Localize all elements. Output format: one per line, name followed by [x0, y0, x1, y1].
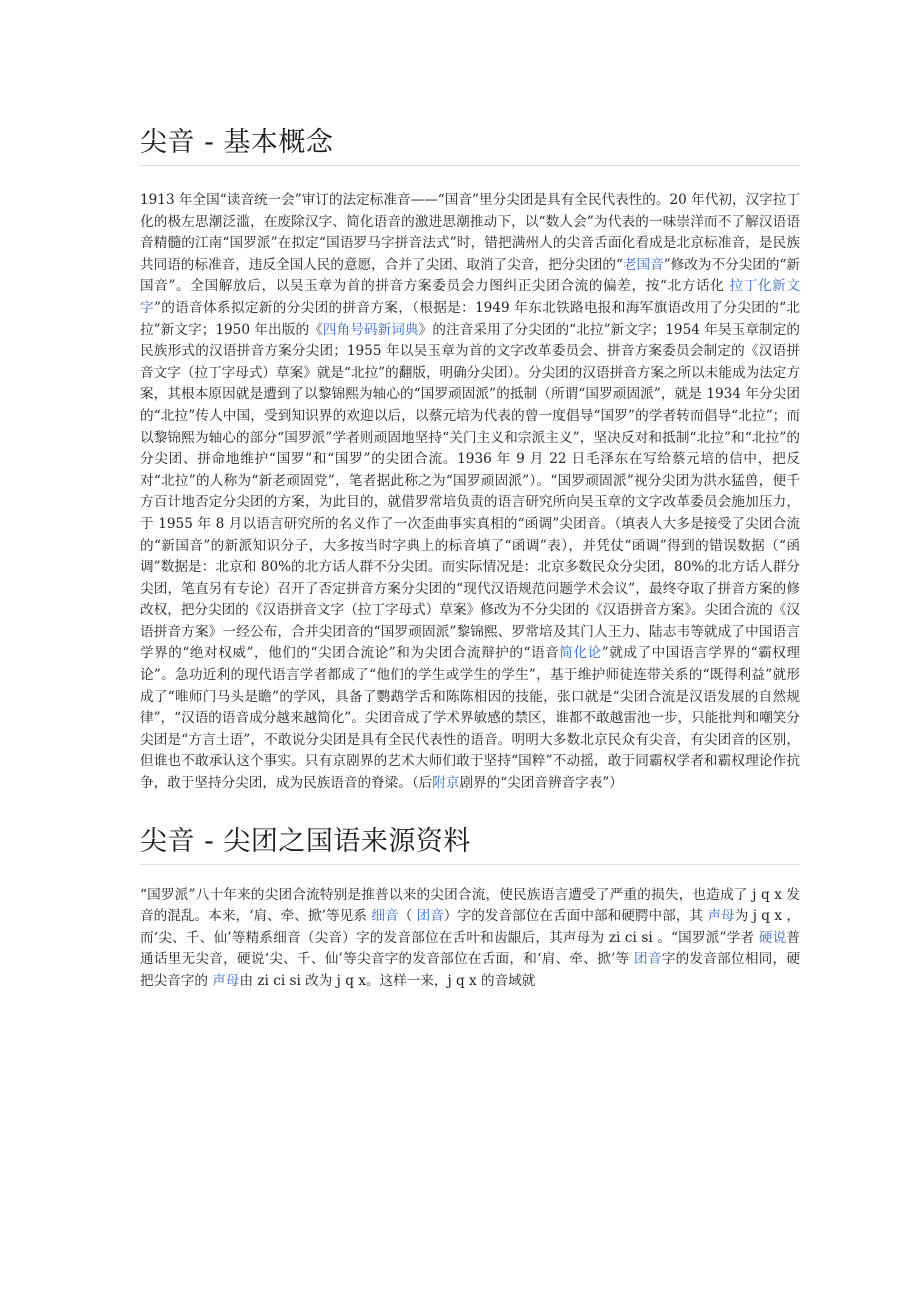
paragraph-text: 字的发音部位相同，硬把尖音字的 [140, 951, 801, 989]
inline-link[interactable]: 细音 [371, 908, 399, 925]
inline-link[interactable]: 硬说 [758, 929, 787, 946]
paragraph-text: （ [398, 908, 417, 925]
document-page [140, 0, 800, 993]
paragraph-text: 剧界的“尖团音辨音字表”） [459, 775, 623, 792]
inline-link[interactable]: 声母 [707, 908, 735, 925]
paragraph-text: 》的注音采用了分尖团的“北拉”新文字；1954 年吴玉章制定的民族形式的汉语拼音方案分尖团；1955 年以吴玉章为首的文字改革委员会、拼音方案委员会制定的《汉语拼音文字（拉丁字母式）草案》就是“北拉”的翻版，明确分尖团）。分尖团的汉语拼音方案之所以未能成为法定方案，其根本原因就是遭到了以黎锦熙为轴心的“国罗顽固派”的抵制（所谓“国罗顽固派”，就是 1934 年分尖团的“北拉”传人中国，受到知识界的欢迎以后，以蔡元培为代表的曾一度倡导“国罗”的学者转而倡导“北拉”；而以黎锦熙为轴心的部分“国罗派”学者则顽固地坚持“关门主义和宗派主义”，坚决反对和抵制“北拉”和“北拉”的分尖团、拼命地维护“国罗”和“国罗”的尖团合流。1936 年 9 月 22 日毛泽东在写给蔡元培的信中，把反对“北拉”的人称为“新老顽固党”，笔者据此称之为“国罗顽固派”）。“国罗顽固派”视分尖团为洪水猛兽，便千方百计地否定分尖团的方案，为此目的，就借罗常培负责的语言研究所向吴玉章的文字改革委员会施加压力，于 1955 年 8 月以语言研究所的名义作了一次歪曲事实真相的“函调”尖团音。（填表人大多是接受了尖团合流的“新国音”的新派知识分子，大多按当时字典上的标音填了“函调”表），并凭仗“函调”得到的错误数据（“函调”数据是：北京和 80%的北方话人群不分尖团。而实际情况是：北京多数民众分尖团，80%的北方话人群分尖团，笔直另有专论）召开了否定拼音方案分尖团的“现代汉语规范问题学术会议”，最终夺取了拼音方案的修改权，把分尖团的《汉语拼音文字（拉丁字母式）草案》修改为不分尖团的《汉语拼音方案》。尖团合流的《汉语拼音方案》一经公布，合并尖团音的“国罗顽固派”黎锦熙、罗常培及其门人王力、陆志韦等就成了中国语言学界的“绝对权威”，他们的“尖团合流论”和为尖团合流辩护的“语音 [140, 321, 801, 662]
paragraph-text: “国罗派”八十年来的尖团合流特别是推普以来的尖团合流，使民族语言遭受了严重的损失，也造成了 j q x 发音的混乱。本来，‘肩、牵、掀’等见系 [140, 886, 800, 925]
inline-link[interactable]: 拉丁化新文字 [140, 278, 801, 316]
section-paragraph-source-material [140, 885, 800, 993]
section-paragraph-basic-concept [140, 190, 800, 795]
inline-link[interactable]: 简化论 [559, 645, 602, 662]
paragraph-text: ”修改为不分尖团的“新国音”。全国解放后，以吴玉章为首的拼音方案委员会力图纠正尖团合流的偏差，按“北方话化 [140, 256, 801, 295]
paragraph-text: 为 j q x ，而‘尖、千、仙’等精系细音（尖音）字的发音部位在舌叶和齿龈后，其声母为 zi ci si 。“国罗派”学者 [140, 908, 801, 946]
paragraph-text: 1913 年全国“读音统一会”审订的法定标准音——“国音”里分尖团是具有全民代表性的。20 年代初，汉字拉丁化的极左思潮泛滥，在废除汉字、简化语音的激进思潮推动下，以“数人会”为代表的一味崇洋而不了解汉语语音精髓的江南“国罗派”在拟定“国语罗马字拼音法式”时，错把满州人的尖音舌面化看成是北京标准音，是民族共同语的标准音，违反全国人民的意愿，合并了尖团、取消了尖音，把分尖团的“ [140, 192, 800, 273]
paragraph-text: ）字的发音部位在舌面中部和硬腭中部，其 [443, 908, 708, 925]
inline-link[interactable]: 老国音 [622, 256, 664, 273]
inline-link[interactable]: 团音 [634, 951, 662, 968]
inline-link[interactable]: 团音 [416, 908, 444, 925]
paragraph-text: ”的语音体系拟定新的分尖团的拼音方案，（根据是：1949 年东北铁路电报和海军旗语改用了分尖团的“北拉”新文字；1950 年出版的《 [140, 299, 801, 338]
section-heading-basic-concept: 尖音 - 基本概念 [140, 120, 800, 166]
paragraph-text: 由 zi ci si 改为 j q x。这样一来，j q x 的音域就 [239, 973, 536, 989]
inline-link[interactable]: 附京 [432, 775, 460, 792]
paragraph-text: ”就成了中国语言学界的“霸权理论”。急功近利的现代语言学者都成了“他们的学生或学生的学生”，基于维护师徒连带关系的“既得利益”就形成了“唯师门马头是瞻”的学风，具备了鹦鹉学舌和陈陈相因的技能，张口就是“尖团合流是汉语发展的自然规律”，“汉语的语音成分越来越简化”。尖团音成了学术界敏感的禁区，谁都不敢越雷池一步，只能批判和嘲笑分尖团是“方言土语”，不敢说分尖团是具有全民代表性的语音。明明大多数北京民众有尖音，有尖团音的区别，但谁也不敢承认这个事实。只有京剧界的艺术大师们敢于坚持“国粹”不动摇，敢于同霸权学者和霸权理论作抗争，敢于坚持分尖团，成为民族语音的脊梁。（后 [140, 645, 801, 792]
section-heading-source-material: 尖音 - 尖团之国语来源资料 [140, 819, 800, 865]
paragraph-text: 普通话里无尖音，硬说‘尖、千、仙’等尖音字的发音部位在舌面，和‘肩、牵、掀’等 [140, 929, 800, 968]
inline-link[interactable]: 声母 [212, 973, 240, 989]
inline-link[interactable]: 四角号码新词典 [322, 321, 419, 338]
